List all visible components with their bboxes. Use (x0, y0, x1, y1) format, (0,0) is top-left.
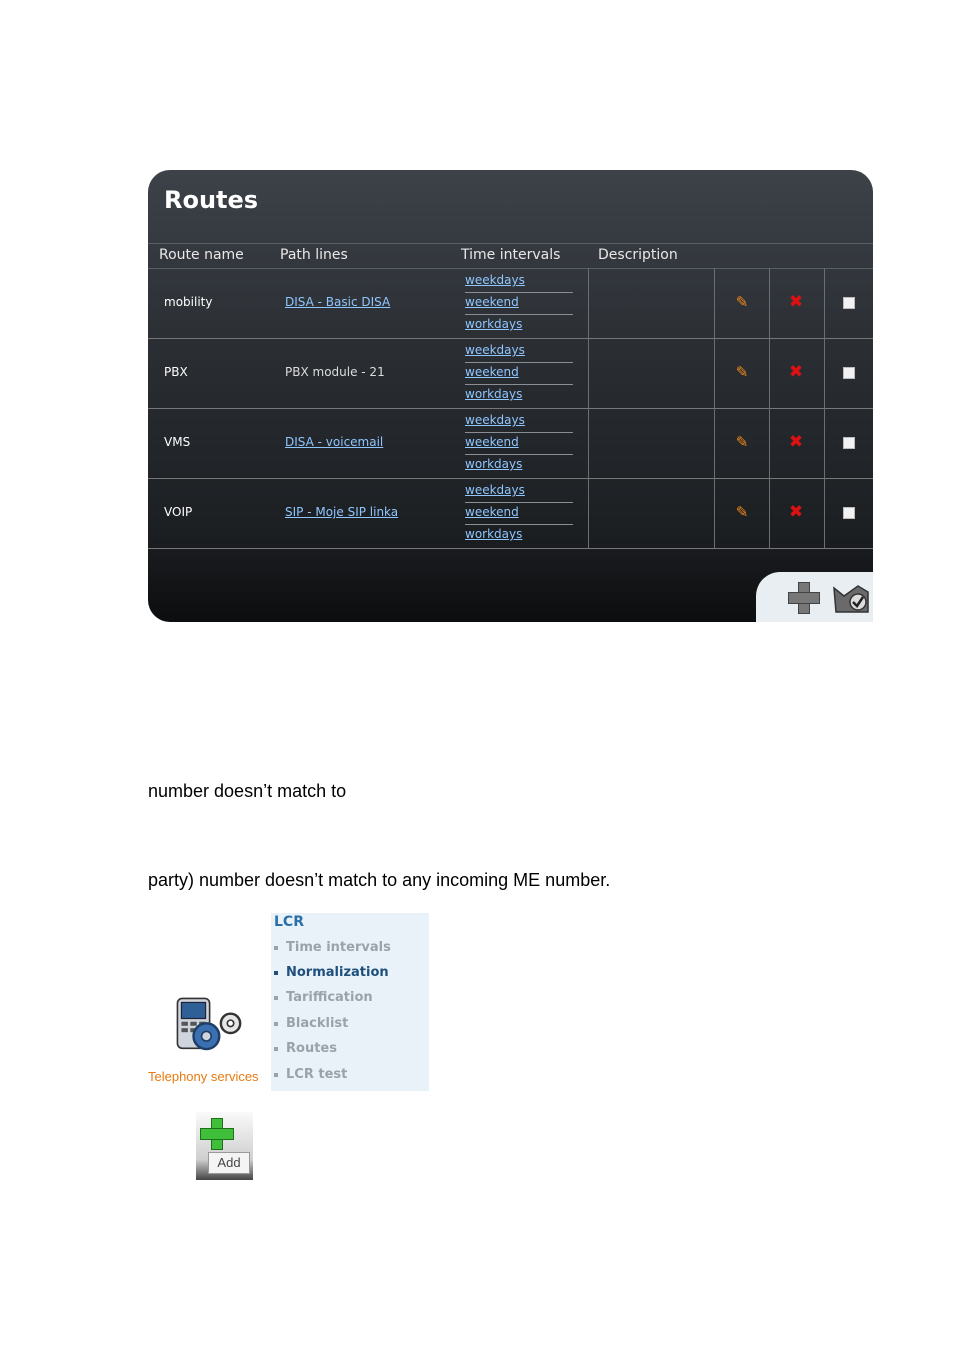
telephony-services-label: Telephony services (148, 1069, 259, 1084)
column-divider (714, 338, 715, 408)
edit-pencil-icon[interactable]: ✎ (735, 503, 749, 521)
time-interval-link[interactable]: weekdays (465, 271, 573, 293)
add-route-icon[interactable] (788, 582, 818, 612)
paragraph-line: party) number doesn’t match to any incoming ME number. (148, 870, 611, 890)
table-row (148, 478, 873, 549)
path-line-link[interactable]: SIP - Moje SIP linka (285, 505, 399, 519)
telephony-services-icon[interactable] (148, 996, 268, 1070)
lcr-menu-item-time-intervals[interactable]: Time intervals (274, 940, 391, 955)
column-divider (714, 408, 715, 478)
row-checkbox[interactable] (843, 437, 855, 449)
route-name: PBX (164, 365, 188, 379)
column-divider (588, 268, 589, 338)
delete-icon[interactable]: ✖ (788, 432, 804, 452)
time-interval-link[interactable]: workdays (465, 527, 523, 541)
time-intervals-list (465, 411, 573, 476)
edit-pencil-icon[interactable]: ✎ (735, 363, 749, 381)
lcr-menu-item-tariffication[interactable]: Tariffication (274, 990, 373, 1005)
lcr-menu (271, 913, 429, 1091)
time-interval-link[interactable]: workdays (465, 457, 523, 471)
row-checkbox[interactable] (843, 367, 855, 379)
route-name: VOIP (164, 505, 193, 519)
lcr-menu-item-blacklist[interactable]: Blacklist (274, 1016, 348, 1031)
column-divider (824, 338, 825, 408)
time-interval-link[interactable]: weekdays (465, 341, 573, 363)
time-interval-link[interactable]: workdays (465, 317, 523, 331)
row-checkbox[interactable] (843, 507, 855, 519)
delete-icon[interactable]: ✖ (788, 502, 804, 522)
time-interval-link[interactable]: weekend (465, 363, 573, 385)
table-row (148, 338, 873, 409)
header-description: Description (598, 247, 678, 263)
delete-icon[interactable]: ✖ (788, 362, 804, 382)
time-interval-link[interactable]: weekdays (465, 481, 573, 503)
header-time-intervals: Time intervals (461, 247, 561, 263)
table-row (148, 408, 873, 479)
lcr-menu-item-routes[interactable]: Routes (274, 1041, 337, 1056)
column-divider (824, 268, 825, 338)
path-line-text: PBX module - 21 (285, 365, 385, 379)
add-button[interactable] (196, 1112, 253, 1180)
add-button-label: Add (208, 1152, 250, 1174)
paragraph-line: number doesn’t match to (148, 781, 347, 801)
save-check-icon[interactable] (832, 584, 870, 614)
time-interval-link[interactable]: workdays (465, 387, 523, 401)
edit-pencil-icon[interactable]: ✎ (735, 293, 749, 311)
routes-title: Routes (164, 186, 259, 214)
column-divider (824, 478, 825, 548)
table-header (148, 243, 873, 269)
panel-footer-actions (756, 572, 873, 622)
lcr-menu-title[interactable]: LCR (274, 914, 304, 930)
green-plus-icon (200, 1118, 232, 1148)
time-interval-link[interactable]: weekdays (465, 411, 573, 433)
time-intervals-list (465, 271, 573, 336)
lcr-menu-item-normalization[interactable]: Normalization (274, 965, 389, 980)
column-divider (588, 338, 589, 408)
row-checkbox[interactable] (843, 297, 855, 309)
time-interval-link[interactable]: weekend (465, 433, 573, 455)
column-divider (714, 268, 715, 338)
column-divider (824, 408, 825, 478)
routes-panel (148, 170, 873, 622)
path-line-link[interactable]: DISA - Basic DISA (285, 295, 391, 309)
route-name: mobility (164, 295, 213, 309)
column-divider (769, 478, 770, 548)
time-intervals-list (465, 481, 573, 546)
column-divider (588, 408, 589, 478)
time-intervals-list (465, 341, 573, 406)
column-divider (769, 338, 770, 408)
delete-icon[interactable]: ✖ (788, 292, 804, 312)
lcr-menu-item-lcr-test[interactable]: LCR test (274, 1067, 347, 1082)
edit-pencil-icon[interactable]: ✎ (735, 433, 749, 451)
column-divider (769, 408, 770, 478)
column-divider (769, 268, 770, 338)
column-divider (714, 478, 715, 548)
path-line-link[interactable]: DISA - voicemail (285, 435, 384, 449)
column-divider (588, 478, 589, 548)
table-row (148, 268, 873, 339)
time-interval-link[interactable]: weekend (465, 503, 573, 525)
time-interval-link[interactable]: weekend (465, 293, 573, 315)
route-name: VMS (164, 435, 191, 449)
header-path-lines: Path lines (280, 247, 348, 263)
header-route-name: Route name (159, 247, 244, 263)
